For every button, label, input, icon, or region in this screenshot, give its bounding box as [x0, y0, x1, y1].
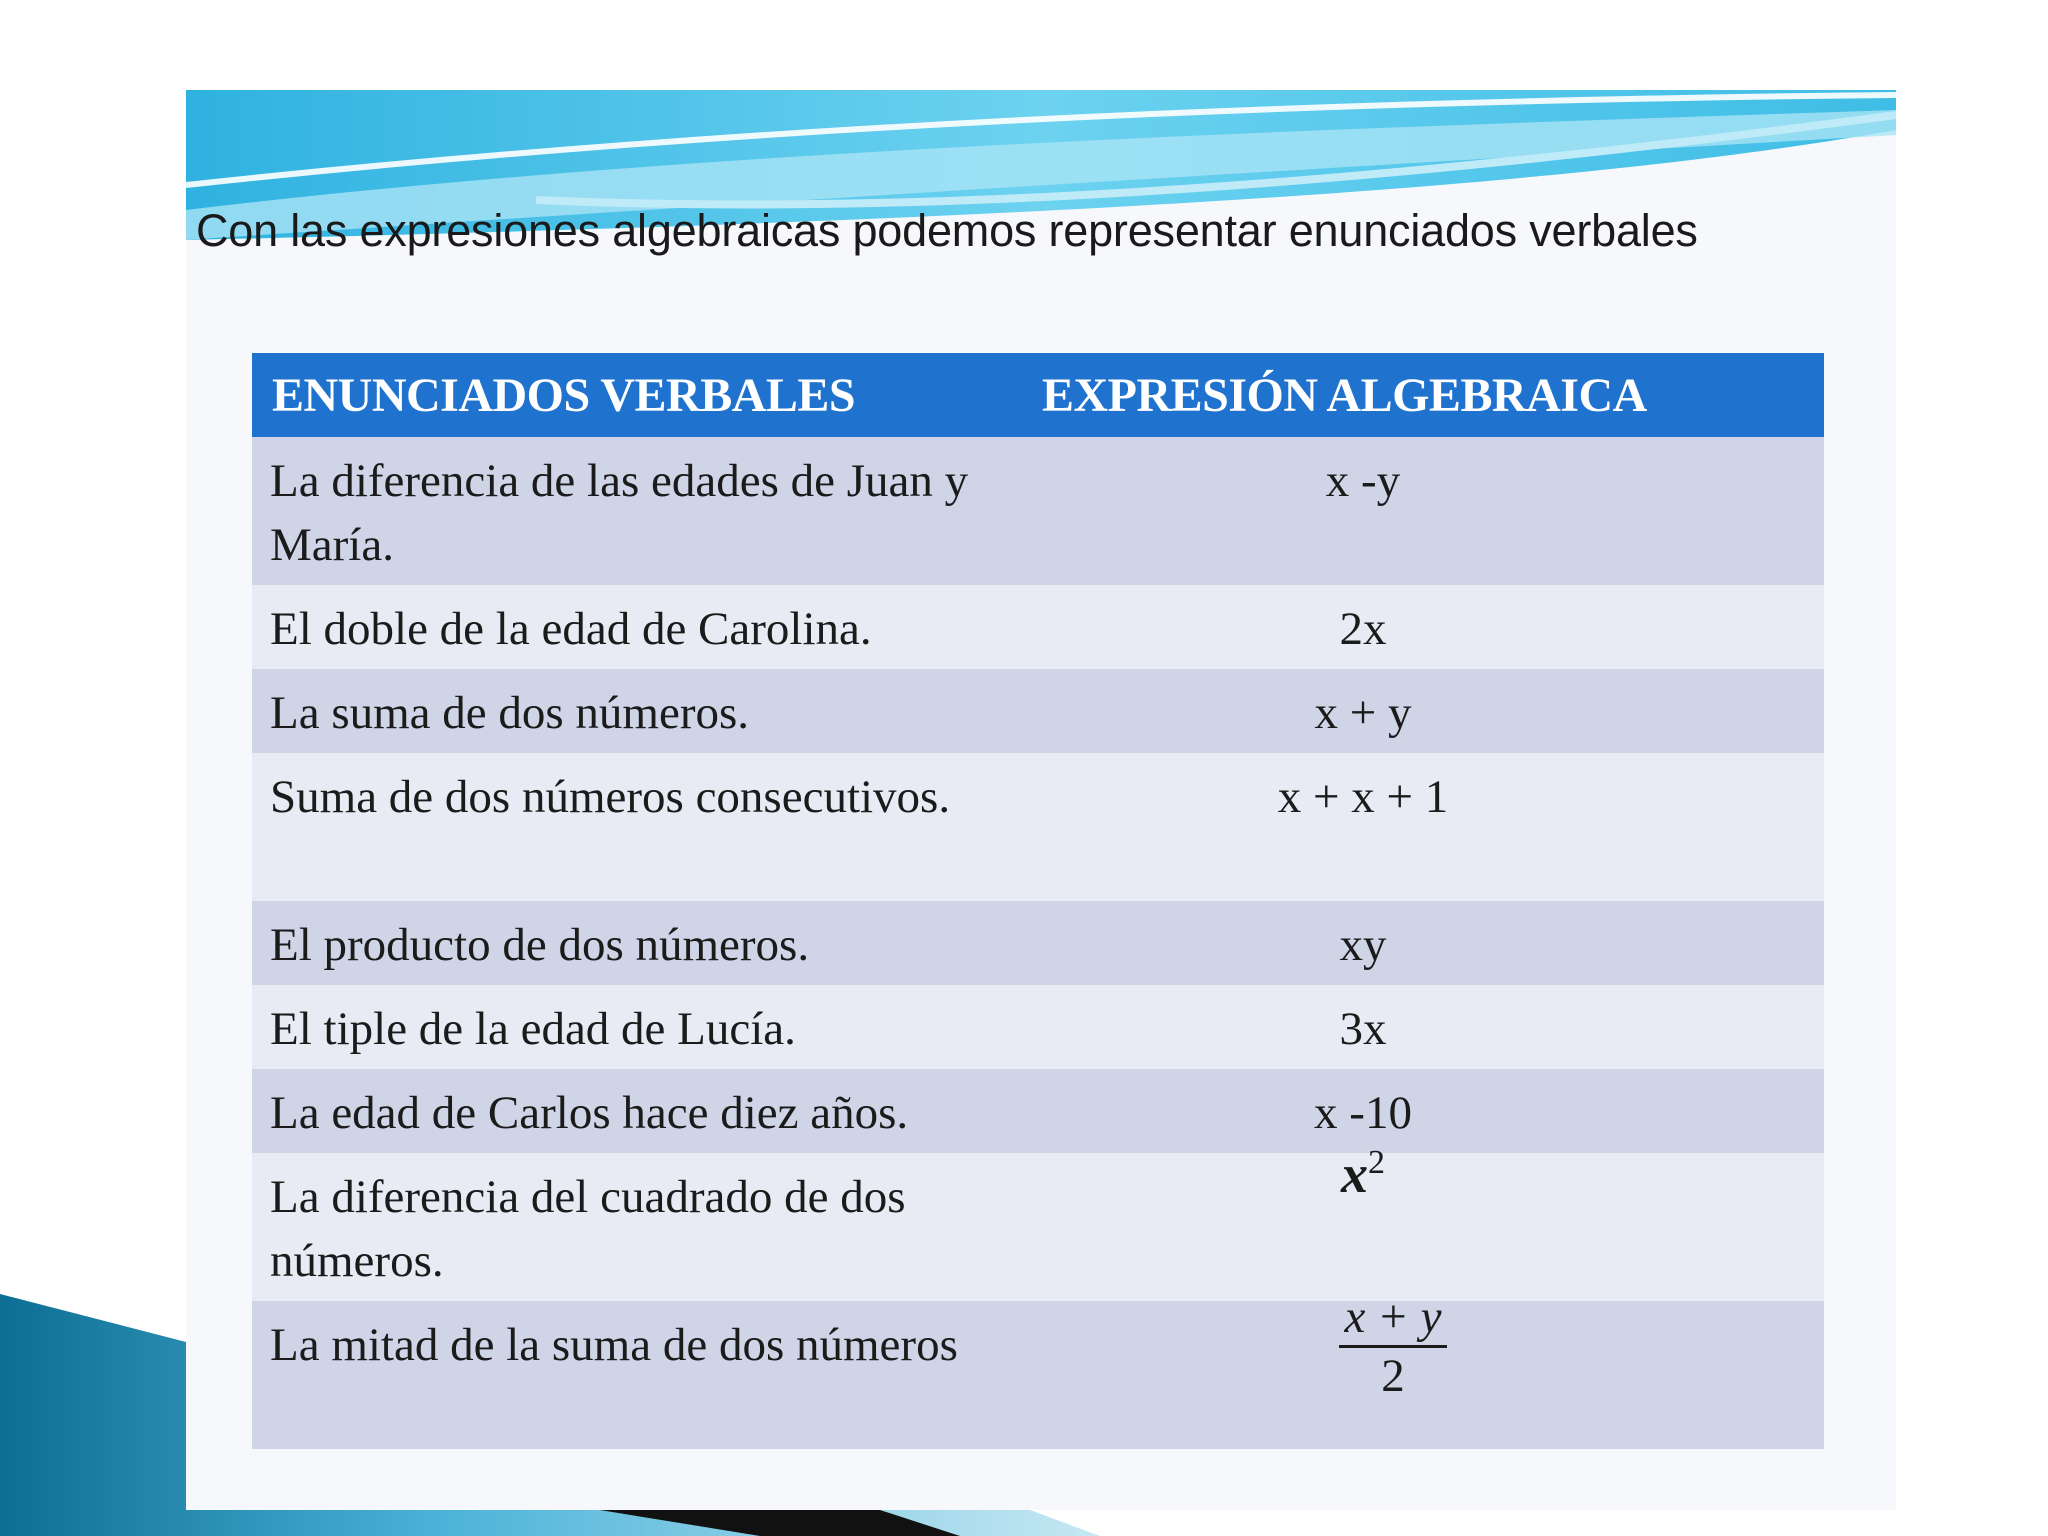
- expressions-table: [252, 353, 1824, 1449]
- statement-cell: El tiple de la edad de Lucía.: [252, 985, 1042, 1069]
- table-row: [252, 1153, 1824, 1301]
- table-row: [252, 901, 1824, 985]
- expression-cell: [1042, 1144, 1824, 1301]
- expression-cell: [1042, 1291, 1824, 1449]
- statement-cell: La edad de Carlos hace diez años.: [252, 1069, 1042, 1153]
- table-row: [252, 437, 1824, 585]
- fraction-denominator: 2: [1381, 1350, 1405, 1402]
- fraction-numerator: x + y: [1339, 1289, 1448, 1348]
- expression-cell: x -y: [1042, 437, 1824, 585]
- statement-cell: La suma de dos números.: [252, 669, 1042, 753]
- table-row: [252, 1069, 1824, 1153]
- header-expression: EXPRESIÓN ALGEBRAICA: [1042, 353, 1824, 437]
- expression-cell: xy: [1042, 901, 1824, 985]
- table-row: [252, 753, 1824, 901]
- expression-cell: x + x + 1: [1042, 753, 1824, 901]
- expression-cell: x -10: [1042, 1069, 1824, 1153]
- statement-cell: El doble de la edad de Carolina.: [252, 585, 1042, 669]
- statement-cell: La mitad de la suma de dos números: [252, 1301, 1042, 1449]
- intro-text: Con las expresiones algebraicas podemos representar enunciados verbales: [196, 205, 1698, 256]
- table-row: [252, 1301, 1824, 1449]
- table-row: [252, 985, 1824, 1069]
- table-header-row: [252, 353, 1824, 437]
- statement-cell: El producto de dos números.: [252, 901, 1042, 985]
- expression-cell: 3x: [1042, 985, 1824, 1069]
- fraction-expression: [1339, 1289, 1448, 1404]
- table-row: [252, 669, 1824, 753]
- header-statements: ENUNCIADOS VERBALES: [252, 353, 1042, 437]
- statement-cell: Suma de dos números consecutivos.: [252, 753, 1042, 901]
- statement-cell: La diferencia de las edades de Juan y María.: [252, 437, 1042, 585]
- expression-cell: 2x: [1042, 585, 1824, 669]
- statement-cell: La diferencia del cuadrado de dos números.: [252, 1153, 1042, 1301]
- table-row: [252, 585, 1824, 669]
- expression-cell: x + y: [1042, 669, 1824, 753]
- squared-expression: $x^2$: [1341, 1144, 1385, 1204]
